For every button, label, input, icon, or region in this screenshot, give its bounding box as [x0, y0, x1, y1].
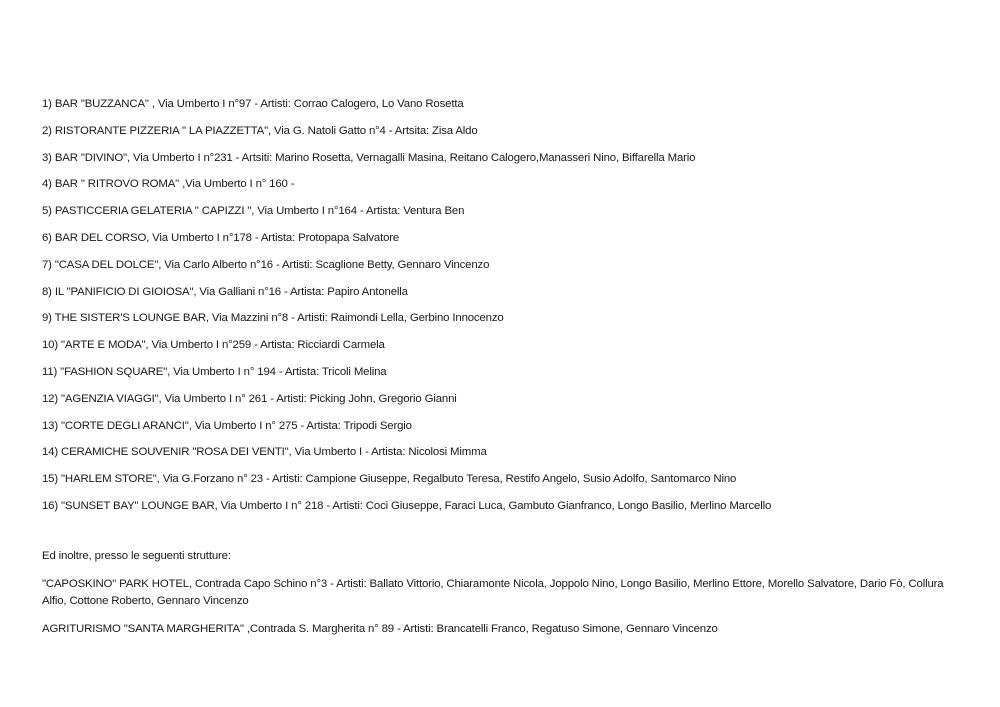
list-item: 5) PASTICCERIA GELATERIA " CAPIZZI ", Via Umberto I n°164 - Artista: Ventura Ben: [42, 205, 465, 218]
extra-venue-paragraph: "CAPOSKINO" PARK HOTEL, Contrada Capo Schino n°3 - Artisti: Ballato Vittorio, Chiaramonte Nicola, Joppolo Nino, Longo Basilio, Merlino Ettore, Morello Salvatore, Dario Fò, Collura Alfio, Cottone Roberto, Gennaro Vincenzo: [42, 578, 944, 607]
list-item: 1) BAR "BUZZANCA" , Via Umberto I n°97 - Artisti: Corrao Calogero, Lo Vano Rosetta: [42, 98, 464, 110]
list-item: 3) BAR "DIVINO", Via Umberto I n°231 - Artsiti: Marino Rosetta, Vernagalli Masina, Reitano Calogero,Manasseri Nino, Biffarella Mario: [42, 151, 696, 164]
venue-list: [42, 96, 962, 525]
extra-venue-paragraph: AGRITURISMO "SANTA MARGHERITA" ,Contrada S. Margherita n° 89 - Artisti: Brancatelli Franco, Regatuso Simone, Gennaro Vincenzo: [42, 623, 718, 635]
list-item: 6) BAR DEL CORSO, Via Umberto I n°178 - Artista: Protopapa Salvatore: [42, 231, 400, 244]
list-item: 12) "AGENZIA VIAGGI", Via Umberto I n° 261 - Artisti: Picking John, Gregorio Gianni: [42, 392, 457, 405]
list-item: 4) BAR " RITROVO ROMA" ,Via Umberto I n° 160 -: [42, 178, 295, 191]
list-item: 16) "SUNSET BAY" LOUNGE BAR, Via Umberto I n° 218 - Artisti: Coci Giuseppe, Faraci Luca, Gambuto Gianfranco, Longo Basilio, Merlino Marcello: [42, 499, 772, 512]
list-item: 9) THE SISTER'S LOUNGE BAR, Via Mazzini n°8 - Artisti: Raimondi Lella, Gerbino Innocenzo: [42, 312, 504, 325]
list-item: 7) "CASA DEL DOLCE", Via Carlo Alberto n°16 - Artisti: Scaglione Betty, Gennaro Vincenzo: [42, 258, 490, 271]
intro-paragraph: Ed inoltre, presso le seguenti strutture:: [42, 550, 231, 562]
list-item: 8) IL "PANIFICIO DI GIOIOSA", Via Galliani n°16 - Artista: Papiro Antonella: [42, 285, 408, 298]
list-item: 11) "FASHION SQUARE", Via Umberto I n° 194 - Artista: Tricoli Melina: [42, 365, 387, 378]
list-item: 10) "ARTE E MODA", Via Umberto I n°259 - Artista: Ricciardi Carmela: [42, 339, 385, 352]
list-item: 14) CERAMICHE SOUVENIR "ROSA DEI VENTI", Via Umberto I - Artista: Nicolosi Mimma: [42, 446, 487, 459]
list-item: 13) "CORTE DEGLI ARANCI", Via Umberto I n° 275 - Artista: Tripodi Sergio: [42, 419, 412, 432]
list-item: 2) RISTORANTE PIZZERIA " LA PIAZZETTA", Via G. Natoli Gatto n°4 - Artsita: Zisa Aldo: [42, 124, 478, 137]
list-item: 15) "HARLEM STORE", Via G.Forzano n° 23 - Artisti: Campione Giuseppe, Regalbuto Teresa, Restifo Angelo, Susio Adolfo, Santomarco Nino: [42, 473, 737, 486]
